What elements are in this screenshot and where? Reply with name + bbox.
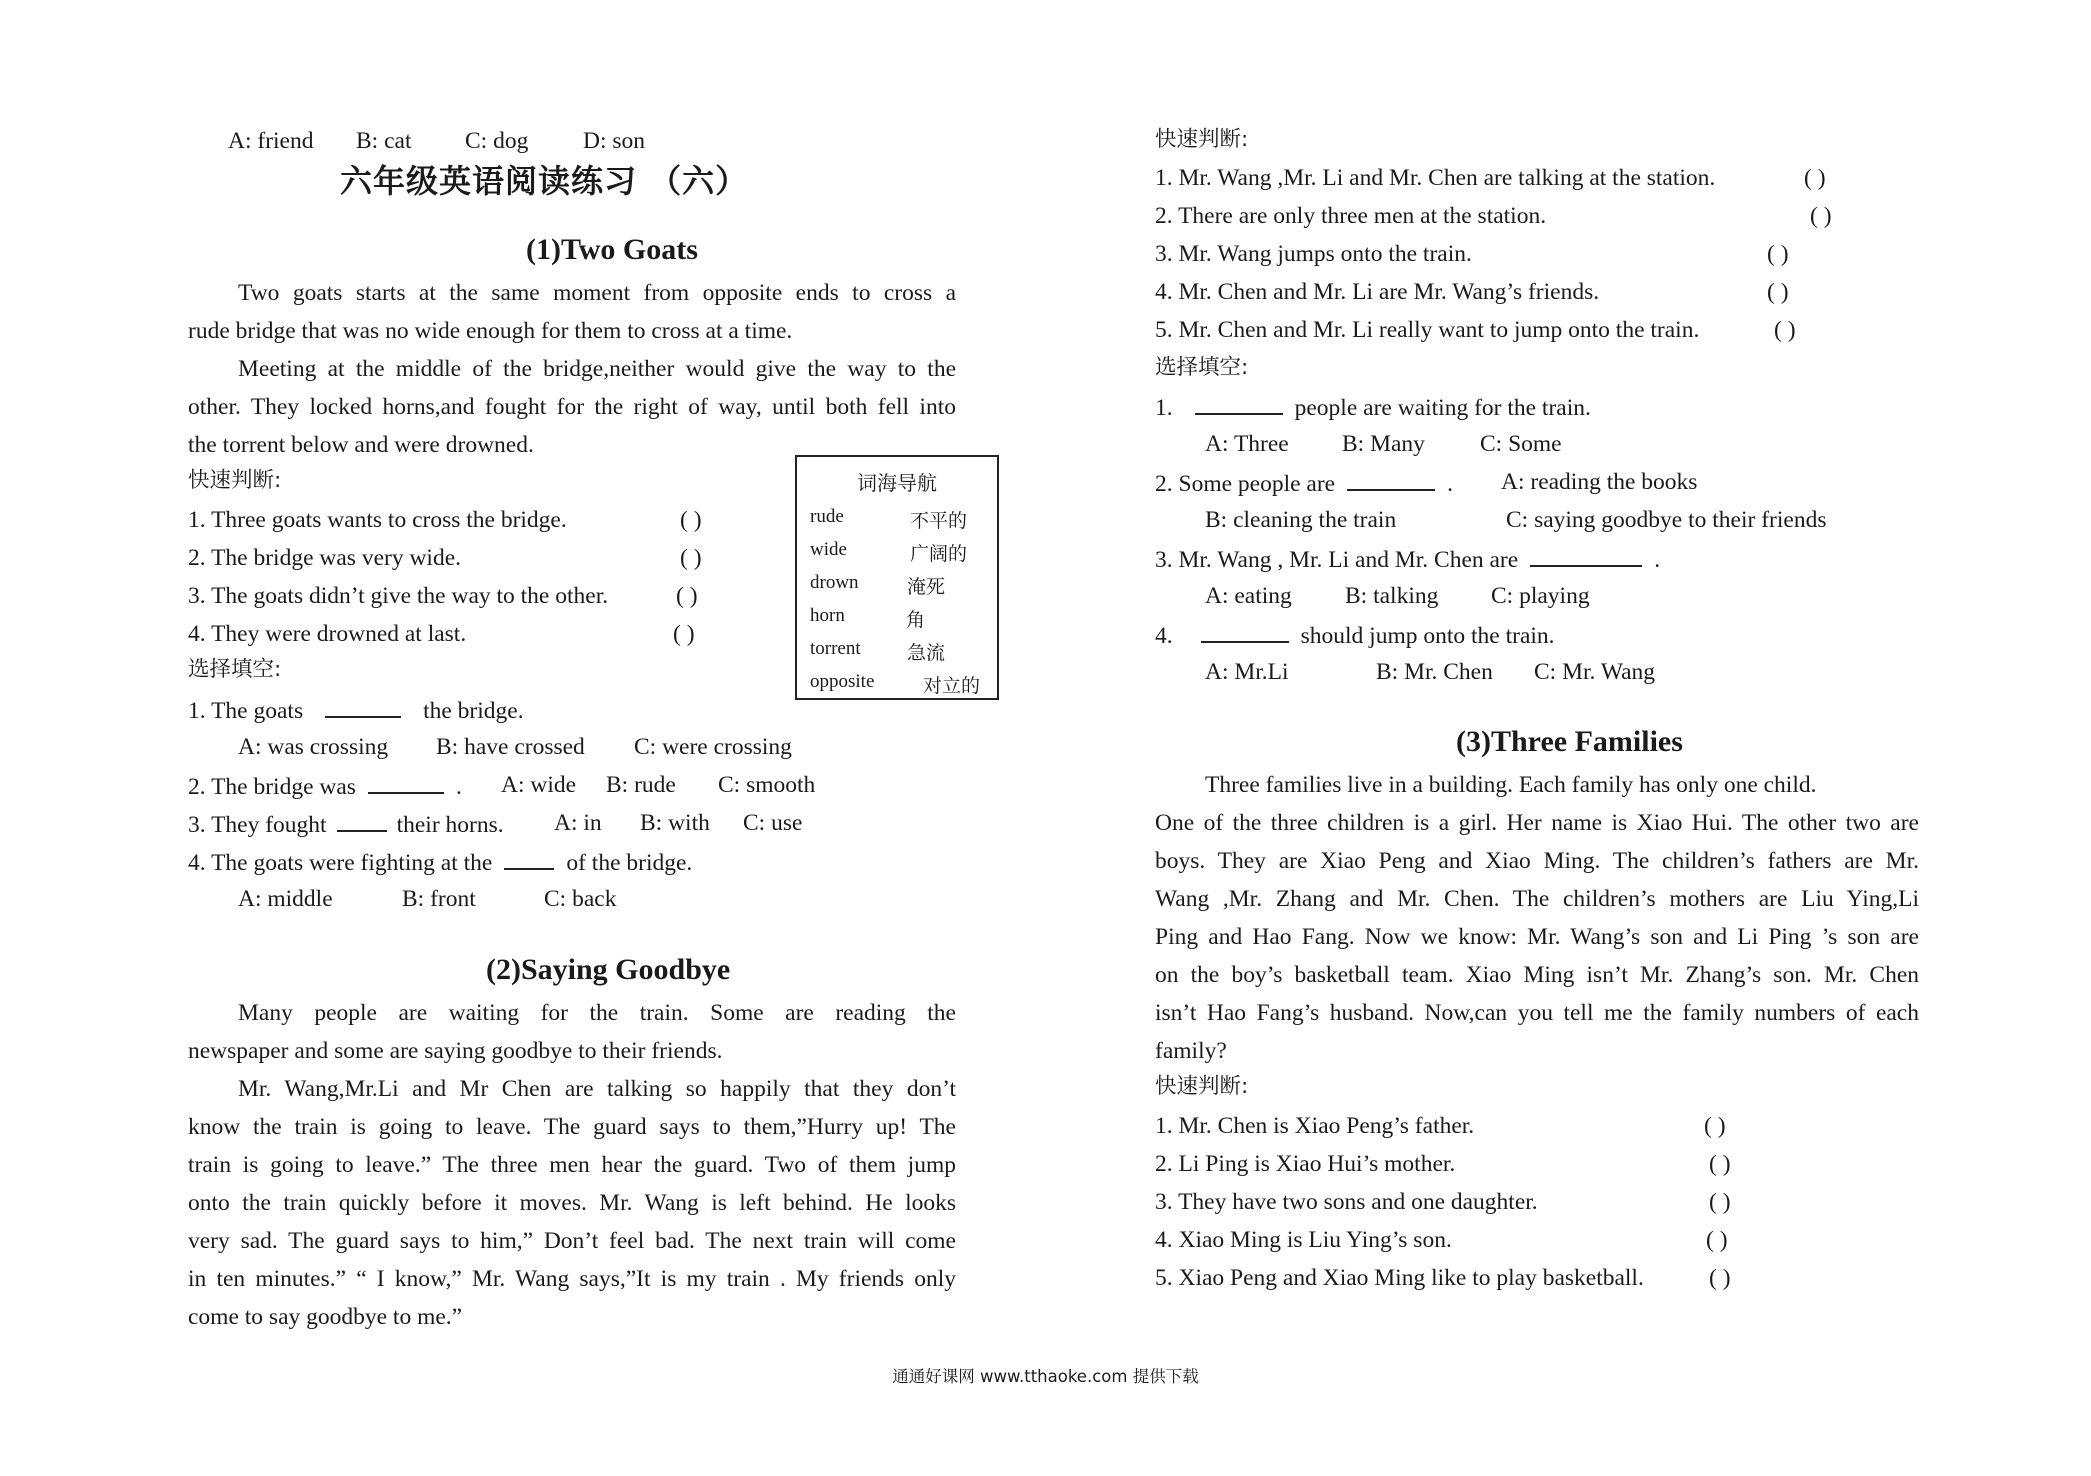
s1-q4-text2: of the bridge. — [566, 850, 693, 876]
s2-judge-label: 快速判断: — [1155, 127, 1249, 152]
s3-judge-5: 5. Xiao Peng and Xiao Ming like to play basketball. — [1155, 1265, 1644, 1291]
s1-judge-3: 3. The goats didn’t give the way to the other. — [188, 583, 609, 609]
s3-line2: One of the three children is a girl. Her name is Xiao Hui. The other two are — [1155, 810, 1919, 836]
s2-fill-q2 — [1155, 467, 1453, 499]
blank[interactable] — [1347, 467, 1435, 491]
s2-line5: train is going to leave.” The three men hear the guard. Two of them jump — [188, 1152, 956, 1178]
s2-q3-opt-b: B: talking — [1345, 583, 1439, 609]
s2-q1-opt-b: B: Many — [1342, 431, 1425, 457]
page-title: 六年级英语阅读练习 （六） — [340, 162, 749, 200]
blank[interactable] — [504, 846, 554, 870]
s3-judge-5-paren: ( ) — [1709, 1265, 1731, 1291]
s1-q3-text: 3. They fought — [188, 812, 327, 838]
vocab-title: 词海导航 — [857, 471, 937, 495]
s3-line1: Three families live in a building. Each family has only one child. — [1205, 772, 1817, 798]
s1-judge-4-paren: ( ) — [673, 621, 695, 647]
s1-judge-2-paren: ( ) — [680, 545, 702, 571]
s2-line2: newspaper and some are saying goodbye to their friends. — [188, 1038, 723, 1064]
s1-q4-opt-b: B: front — [402, 886, 476, 912]
s2-judge-5: 5. Mr. Chen and Mr. Li really want to jump onto the train. — [1155, 317, 1700, 343]
s2-q4-opt-a: A: Mr.Li — [1205, 659, 1289, 685]
s3-line5: Ping and Hao Fang. Now we know: Mr. Wang’s son and Li Ping ’s son are — [1155, 924, 1919, 950]
vocab-zh: 角 — [905, 609, 925, 631]
s3-line7: isn’t Hao Fang’s husband. Now,can you tell me the family numbers of each — [1155, 1000, 1919, 1026]
s1-q1-text: 1. The goats — [188, 698, 304, 724]
s1-fill-q2 — [188, 770, 462, 802]
s1-q3-opt-c: C: use — [743, 810, 803, 836]
s2-fill-q1 — [1155, 391, 1591, 423]
s1-fill-q1 — [188, 694, 524, 726]
option-d: D: son — [583, 128, 646, 154]
vocab-row — [810, 671, 987, 701]
s2-q2-opt-a: A: reading the books — [1501, 469, 1698, 495]
s1-judge-3-paren: ( ) — [676, 583, 698, 609]
vocab-en: horn — [810, 605, 845, 626]
s1-q1-opt-c: C: were crossing — [634, 734, 792, 760]
s2-q3-dot: . — [1654, 547, 1661, 573]
s2-line9: come to say goodbye to me.” — [188, 1304, 463, 1330]
s1-q2-text: 2. The bridge was — [188, 774, 356, 800]
s2-judge-1: 1. Mr. Wang ,Mr. Li and Mr. Chen are talking at the station. — [1155, 165, 1716, 191]
s1-q4-opt-a: A: middle — [238, 886, 333, 912]
s2-line7: very sad. The guard says to him,” Don’t feel bad. The next train will come — [188, 1228, 956, 1254]
s1-judge-label: 快速判断: — [188, 468, 282, 493]
s1-fill-q4 — [188, 846, 692, 878]
s1-judge-1-paren: ( ) — [680, 507, 702, 533]
footer: 通通好课网 www.tthaoke.com 提供下载 — [892, 1367, 1199, 1386]
s1-q3-opt-a: A: in — [554, 810, 602, 836]
blank[interactable] — [337, 808, 387, 832]
s2-q2-dot: . — [1447, 471, 1453, 497]
section1-heading: (1)Two Goats — [526, 233, 698, 266]
s1-q4-opt-c: C: back — [544, 886, 617, 912]
blank[interactable] — [1195, 391, 1283, 415]
s3-judge-1-paren: ( ) — [1704, 1113, 1726, 1139]
vocab-box — [795, 455, 999, 700]
s1-q1-opt-a: A: was crossing — [238, 734, 389, 760]
s2-q2-opt-b: B: cleaning the train — [1205, 507, 1397, 533]
s2-q1-opt-a: A: Three — [1205, 431, 1289, 457]
s1-fill-label: 选择填空: — [188, 657, 282, 682]
s1-q2-opt-a: A: wide — [501, 772, 577, 798]
s3-judge-2: 2. Li Ping is Xiao Hui’s mother. — [1155, 1151, 1456, 1177]
s2-judge-2-paren: ( ) — [1810, 203, 1832, 229]
s1-para1-line2: rude bridge that was no wide enough for them to cross at a time. — [188, 318, 793, 344]
section2-heading: (2)Saying Goodbye — [486, 953, 731, 986]
s2-q4-num: 4. — [1155, 623, 1173, 649]
option-a: A: friend — [228, 128, 314, 154]
s2-q3-opt-a: A: eating — [1205, 583, 1292, 609]
section3-heading: (3)Three Families — [1456, 725, 1683, 758]
s2-q3-text: 3. Mr. Wang , Mr. Li and Mr. Chen are — [1155, 547, 1519, 573]
s1-fill-q3 — [188, 808, 504, 840]
s2-line6: onto the train quickly before it moves. Mr. Wang is left behind. He looks — [188, 1190, 956, 1216]
s2-q2-text: 2. Some people are — [1155, 471, 1336, 497]
s2-line8: in ten minutes.” “ I know,” Mr. Wang says,”It is my train . My friends only — [188, 1266, 956, 1292]
s1-q1-opt-b: B: have crossed — [436, 734, 585, 760]
s2-fill-q3 — [1155, 543, 1660, 575]
s1-para2-line2: other. They locked horns,and fought for the right of way, until both fell into — [188, 394, 956, 420]
s3-judge-3-paren: ( ) — [1709, 1189, 1731, 1215]
s2-line3: Mr. Wang,Mr.Li and Mr Chen are talking so happily that they don’t — [238, 1076, 956, 1102]
vocab-zh: 广阔的 — [909, 543, 967, 565]
vocab-row — [810, 539, 987, 569]
vocab-en: drown — [810, 572, 859, 593]
vocab-row — [810, 638, 987, 668]
s2-q1-opt-c: C: Some — [1480, 431, 1562, 457]
vocab-row — [810, 572, 987, 602]
s2-q2-opt-c: C: saying goodbye to their friends — [1506, 507, 1827, 533]
vocab-en: wide — [810, 539, 847, 560]
s1-judge-1: 1. Three goats wants to cross the bridge. — [188, 507, 567, 533]
s1-para2-line1: Meeting at the middle of the bridge,neither would give the way to the — [238, 356, 956, 382]
s3-judge-3: 3. They have two sons and one daughter. — [1155, 1189, 1538, 1215]
vocab-zh: 急流 — [906, 642, 945, 664]
s1-q2-dot: . — [455, 774, 462, 800]
s1-q2-opt-c: C: smooth — [718, 772, 816, 798]
s2-judge-3-paren: ( ) — [1767, 241, 1789, 267]
s2-q1-num: 1. — [1155, 395, 1173, 421]
vocab-row — [810, 605, 987, 635]
vocab-en: rude — [810, 506, 844, 527]
s1-q1-text2: the bridge. — [423, 698, 524, 724]
s3-line6: on the boy’s basketball team. Xiao Ming isn’t Mr. Zhang’s son. Mr. Chen — [1155, 962, 1919, 988]
vocab-zh: 对立的 — [922, 675, 980, 697]
vocab-en: torrent — [810, 638, 861, 659]
s3-judge-4: 4. Xiao Ming is Liu Ying’s son. — [1155, 1227, 1452, 1253]
s2-fill-q4 — [1155, 619, 1555, 651]
s1-q4-text: 4. The goats were fighting at the — [188, 850, 493, 876]
blank[interactable] — [1530, 543, 1642, 567]
s2-line4: know the train is going to leave. The guard says to them,”Hurry up! The — [188, 1114, 956, 1140]
s3-line3: boys. They are Xiao Peng and Xiao Ming. The children’s fathers are Mr. — [1155, 848, 1919, 874]
s2-fill-label: 选择填空: — [1155, 355, 1249, 380]
s1-judge-4: 4. They were drowned at last. — [188, 621, 467, 647]
vocab-row — [810, 506, 987, 536]
s1-q3-opt-b: B: with — [640, 810, 710, 836]
blank[interactable] — [368, 770, 444, 794]
s2-judge-4-paren: ( ) — [1767, 279, 1789, 305]
vocab-en: opposite — [810, 671, 875, 692]
option-c: C: dog — [465, 128, 529, 154]
s3-judge-2-paren: ( ) — [1709, 1151, 1731, 1177]
s2-judge-2: 2. There are only three men at the station. — [1155, 203, 1547, 229]
vocab-zh: 不平的 — [909, 510, 967, 532]
option-b: B: cat — [356, 128, 412, 154]
s1-q3-text2: their horns. — [396, 812, 504, 838]
blank[interactable] — [325, 694, 401, 718]
s2-q4-text: should jump onto the train. — [1300, 623, 1555, 649]
s2-judge-3: 3. Mr. Wang jumps onto the train. — [1155, 241, 1472, 267]
s2-judge-1-paren: ( ) — [1804, 165, 1826, 191]
s2-q1-text: people are waiting for the train. — [1294, 395, 1591, 421]
s3-line8: family? — [1155, 1038, 1227, 1064]
s1-q2-opt-b: B: rude — [606, 772, 676, 798]
s3-judge-4-paren: ( ) — [1706, 1227, 1728, 1253]
s2-q4-opt-b: B: Mr. Chen — [1376, 659, 1493, 685]
s1-judge-2: 2. The bridge was very wide. — [188, 545, 462, 571]
s2-q4-opt-c: C: Mr. Wang — [1534, 659, 1656, 685]
s3-judge-label: 快速判断: — [1155, 1074, 1249, 1099]
s2-q3-opt-c: C: playing — [1491, 583, 1590, 609]
blank[interactable] — [1201, 619, 1289, 643]
s1-para2-line3: the torrent below and were drowned. — [188, 432, 534, 458]
s2-judge-4: 4. Mr. Chen and Mr. Li are Mr. Wang’s friends. — [1155, 279, 1600, 305]
s3-judge-1: 1. Mr. Chen is Xiao Peng’s father. — [1155, 1113, 1475, 1139]
s3-line4: Wang ,Mr. Zhang and Mr. Chen. The children’s mothers are Liu Ying,Li — [1155, 886, 1919, 912]
s2-line1: Many people are waiting for the train. Some are reading the — [238, 1000, 956, 1026]
s1-para1-line1: Two goats starts at the same moment from opposite ends to cross a — [238, 280, 956, 306]
vocab-zh: 淹死 — [906, 576, 945, 598]
s2-judge-5-paren: ( ) — [1774, 317, 1796, 343]
